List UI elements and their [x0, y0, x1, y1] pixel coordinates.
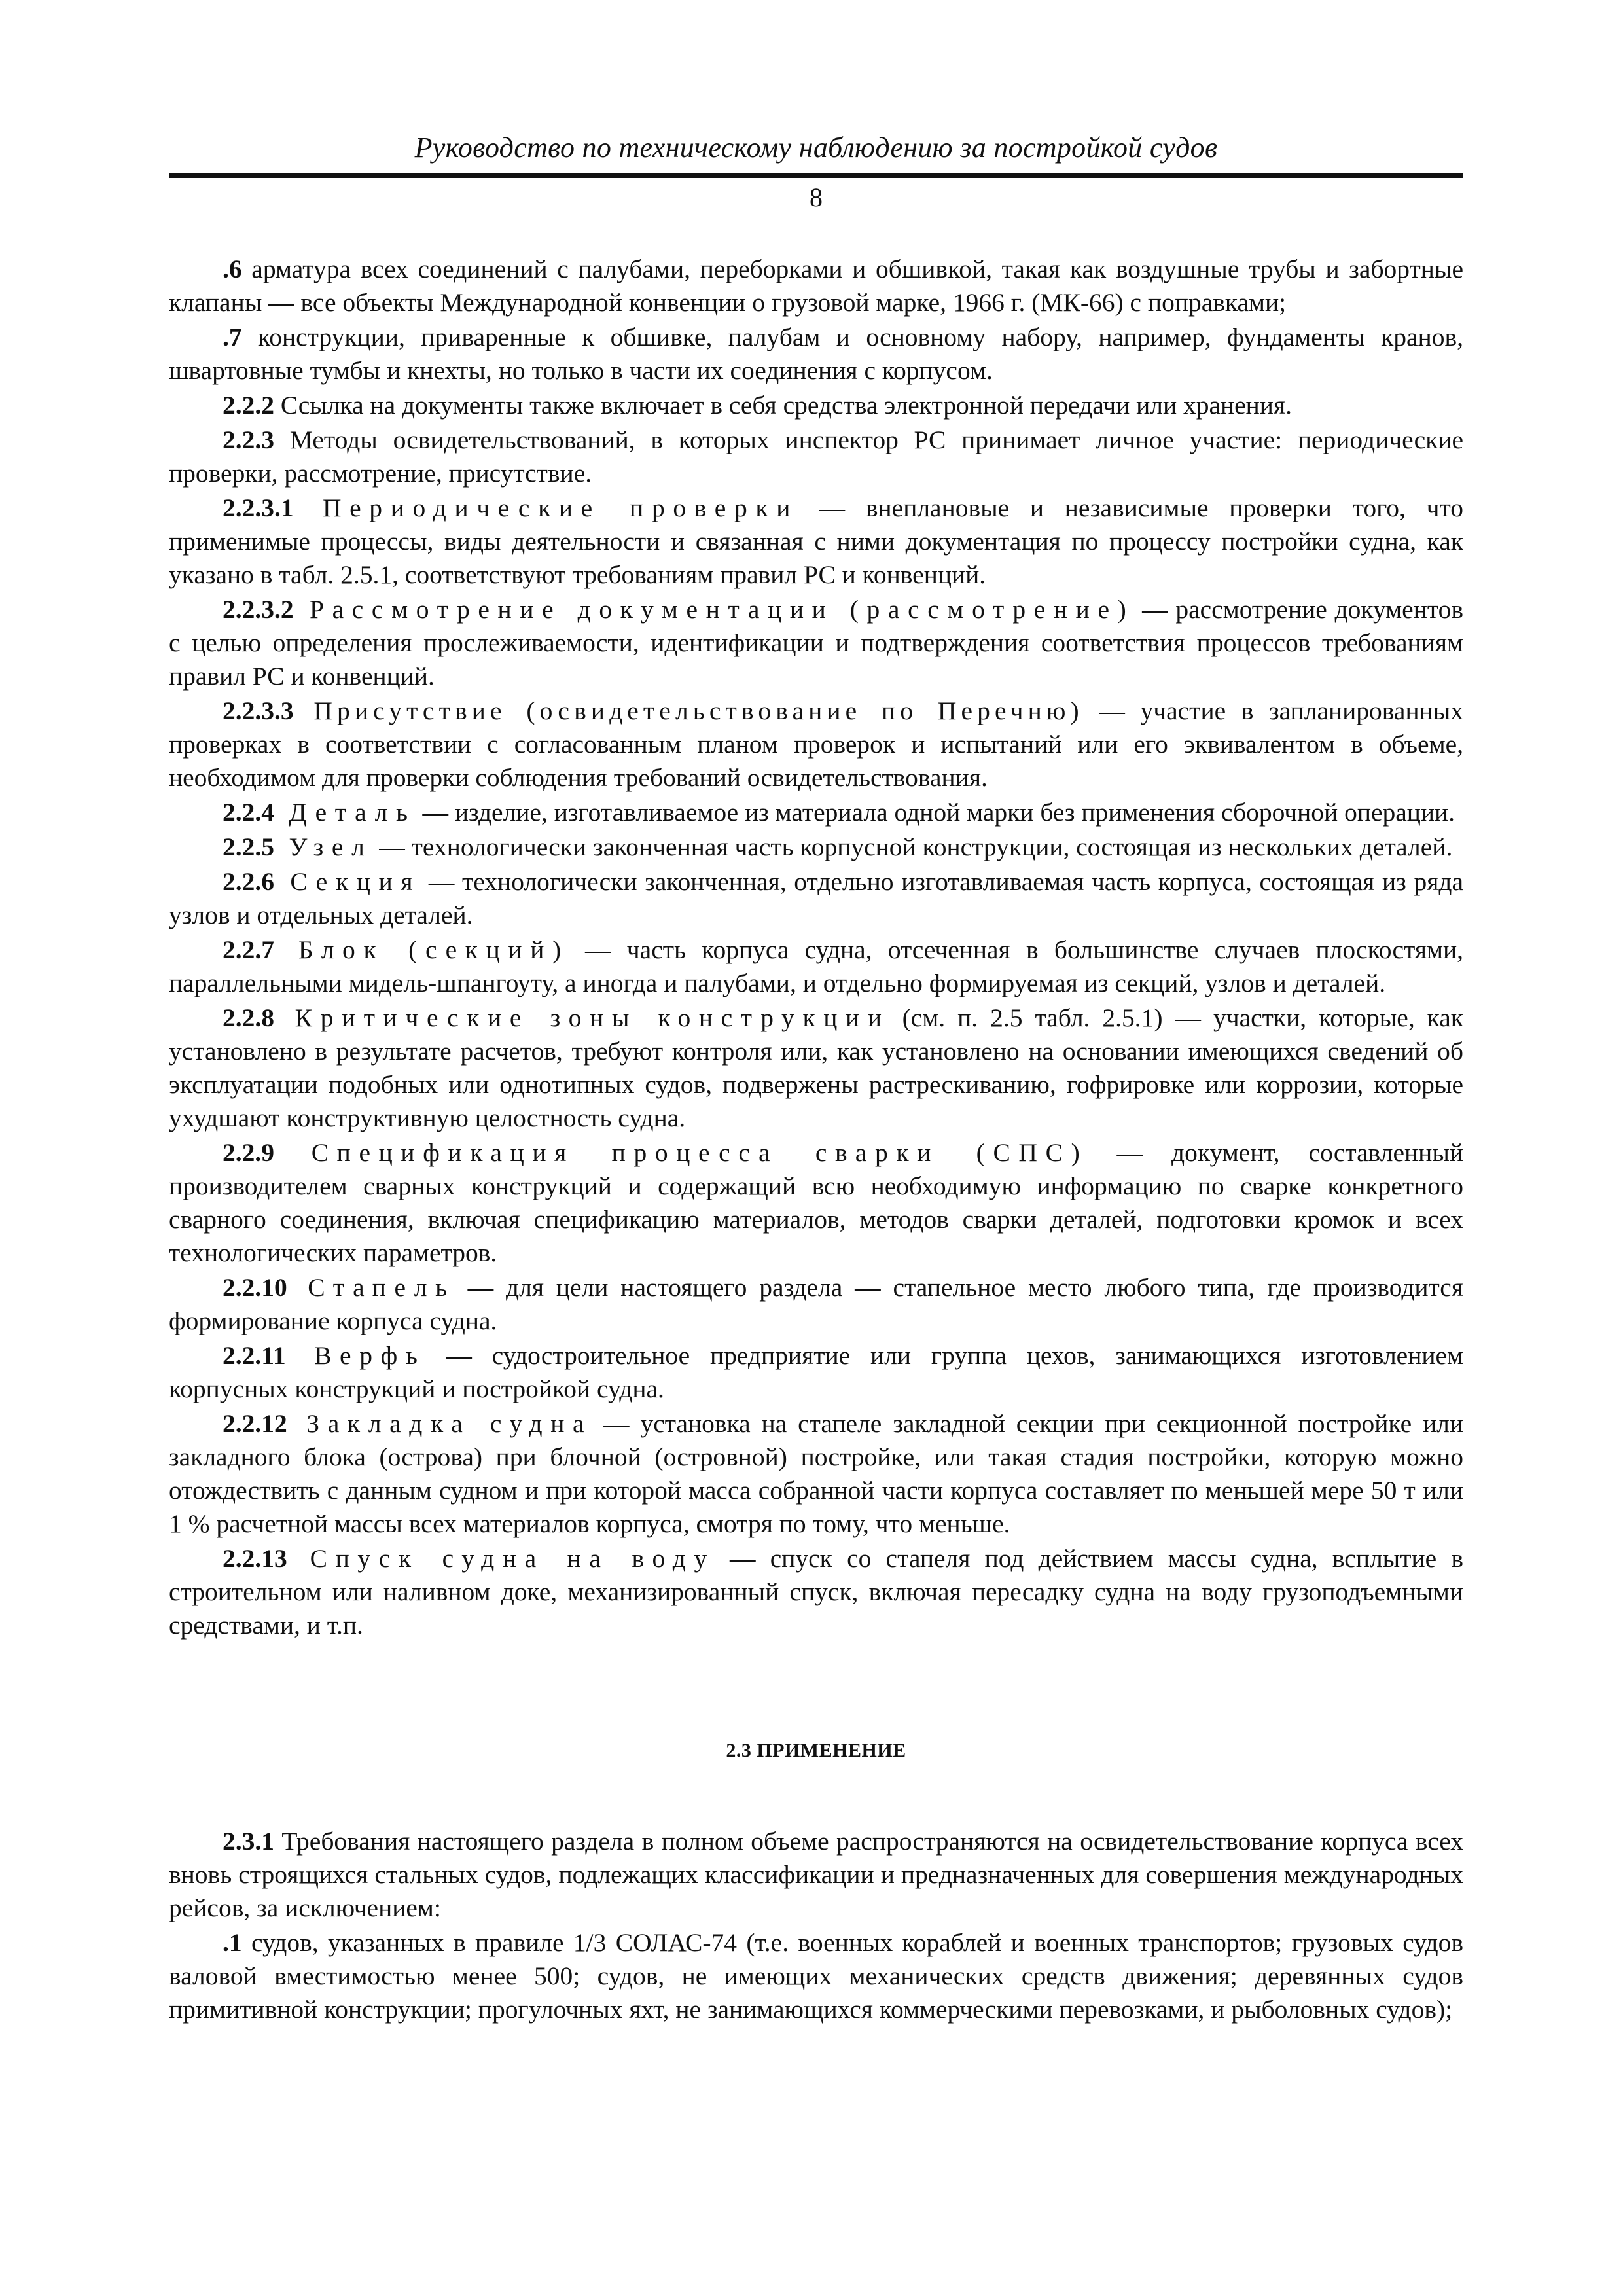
paragraph-2-2-3-3	[169, 694, 1463, 795]
paragraph-term: Узел	[274, 833, 373, 861]
paragraph-text: — часть корпуса судна, отсеченная в большинстве случаев плоскостями, параллельными мидель-шпангоуту, а иногда и палубами, и отдельно формируемая из секций, узлов и деталей.	[169, 935, 1463, 997]
paragraph-text: — участие в запланированных проверках в соответствии с согласованным планом проверок и испытаний или его эквивалентом в объеме, необходимом для проверки соблюдения требований освидетельствования.	[169, 696, 1464, 792]
paragraph-number: 2.2.6	[223, 867, 274, 896]
paragraph-text: Требования настоящего раздела в полном объеме распространяются на освидетельствование корпуса всех вновь строящихся стальных судов, подлежащих классификации и предназначенных для совершения международных рейсов, за исключением:	[169, 1827, 1463, 1922]
paragraph-number: 2.2.11	[223, 1341, 286, 1370]
paragraph-2-2-3-1	[169, 492, 1463, 592]
paragraph-text: — документ, составленный производителем сварных конструкций и содержащий всю необходимую информацию по сварке конкретного сварного соединения, включая спецификацию материалов, методов сварки деталей, подготовки кромок и всех технологических параметров.	[169, 1138, 1463, 1267]
paragraph-2-2-7	[169, 933, 1463, 1000]
paragraph-number: 2.2.3	[223, 425, 274, 454]
paragraph-term: Деталь	[274, 798, 416, 827]
paragraph-term: Стапель	[287, 1273, 455, 1302]
paragraph-number: 2.2.13	[223, 1544, 287, 1573]
paragraph-number: .7	[223, 323, 242, 351]
paragraph-term: Блок (секций)	[274, 935, 569, 964]
paragraph-number: 2.2.7	[223, 935, 274, 964]
paragraph-term: Спуск судна на воду	[287, 1544, 715, 1573]
paragraph-number: 2.3.1	[223, 1827, 274, 1856]
paragraph-text: — внеплановые и независимые проверки того, что применимые процессы, виды деятельности и связанная с ними документация по процессу постройки судна, как указано в табл. 2.5.1, соответствуют требованиям правил РС и конвенций.	[169, 493, 1463, 589]
paragraph-number: .6	[223, 255, 242, 283]
paragraph-text: (см. п. 2.5 табл. 2.5.1) — участки, которые, как установлено в результате расчетов, требуют контроля или, как установлено на основании имеющихся сведений об эксплуатации подобных или однотипных судов, подвержены растрескиванию, гофрировке или коррозии, которые ухудшают конструктивную целостность судна.	[169, 1003, 1463, 1132]
page-number: 8	[810, 183, 823, 212]
paragraph-number: 2.2.2	[223, 391, 274, 420]
paragraph-term: Закладка судна	[287, 1409, 593, 1438]
header-rule	[169, 173, 1463, 178]
paragraph-number: 2.2.5	[223, 833, 274, 861]
section-title: 2.3 ПРИМЕНЕНИЕ	[726, 1740, 906, 1761]
paragraph-text: Ссылка на документы также включает в себя средства электронной передачи или хранения.	[274, 391, 1292, 420]
paragraph-number: 2.2.3.1	[223, 493, 294, 522]
paragraph-term: Спецификация процесса сварки (СПС)	[274, 1138, 1088, 1167]
paragraph-2-2-5	[169, 831, 1463, 864]
paragraph-2-2-11	[169, 1339, 1463, 1406]
paragraph-number: 2.2.12	[223, 1409, 287, 1438]
paragraph-text: арматура всех соединений с палубами, переборками и обшивкой, такая как воздушные трубы и забортные клапаны — все объекты Международной конвенции о грузовой марке, 1966 г. (МК-66) с поправками;	[169, 255, 1463, 317]
paragraph-2-2-8	[169, 1001, 1463, 1135]
paragraph-term: Критические зоны конструкции	[274, 1003, 890, 1032]
paragraph-text: — технологически законченная, отдельно изготавливаемая часть корпуса, состоящая из ряда узлов и отдельных деталей.	[169, 867, 1463, 929]
paragraph-2-2-10	[169, 1271, 1463, 1338]
paragraph-text: — спуск со стапеля под действием массы судна, всплытие в строительном или наливном доке, механизированный спуск, включая пересадку судна на воду грузоподъемными средствами, и т.п.	[169, 1544, 1463, 1640]
paragraph-text: судов, указанных в правиле 1/3 СОЛАС-74 (т.е. военных кораблей и военных транспортов; грузовых судов валовой вместимостью менее 500; судов, не имеющих механических средств движения; деревянных судов примитивной конструкции; прогулочных яхт, не занимающихся коммерческими перевозками, и рыболовных судов);	[169, 1928, 1463, 2024]
paragraph-text: — изделие, изготавливаемое из материала одной марки без применения сборочной операции.	[416, 798, 1455, 827]
application-body	[169, 1825, 1463, 2028]
running-header: Руководство по техническому наблюдению за постройкой судов	[414, 132, 1218, 164]
paragraph-item-6	[169, 253, 1463, 319]
paragraph-text: — для цели настоящего раздела — стапельное место любого типа, где производится формирование корпуса судна.	[169, 1273, 1463, 1335]
paragraph-item-1	[169, 1926, 1463, 2026]
paragraph-term: Присутствие (освидетельствование по Перечню)	[293, 696, 1084, 725]
paragraph-2-2-3-2	[169, 593, 1463, 693]
paragraph-number: 2.2.4	[223, 798, 274, 827]
paragraph-2-2-6	[169, 865, 1463, 932]
paragraph-2-2-9	[169, 1136, 1463, 1270]
paragraph-2-2-4	[169, 796, 1463, 829]
paragraph-2-2-3	[169, 423, 1463, 490]
paragraph-text: конструкции, приваренные к обшивке, палубам и основному набору, например, фундаменты кранов, швартовные тумбы и кнехты, но только в части их соединения с корпусом.	[169, 323, 1463, 385]
paragraph-number: .1	[223, 1928, 242, 1957]
paragraph-term: Периодические проверки	[293, 493, 798, 522]
paragraph-text: Методы освидетельствований, в которых инспектор РС принимает личное участие: периодические проверки, рассмотрение, присутствие.	[169, 425, 1463, 488]
paragraph-term: Верфь	[285, 1341, 426, 1370]
paragraph-number: 2.2.9	[223, 1138, 274, 1167]
paragraph-item-7	[169, 321, 1463, 387]
paragraph-text: — технологически законченная часть корпусной конструкции, состоящая из нескольких деталей.	[372, 833, 1453, 861]
paragraph-term: Рассмотрение документации (рассмотрение)	[293, 595, 1135, 624]
paragraph-term: Секция	[274, 867, 421, 896]
paragraph-number: 2.2.10	[223, 1273, 287, 1302]
paragraph-2-2-13	[169, 1542, 1463, 1642]
paragraph-number: 2.2.3.3	[223, 696, 294, 725]
paragraph-text: — судостроительное предприятие или группа цехов, занимающихся изготовлением корпусных конструкций и постройкой судна.	[169, 1341, 1463, 1403]
paragraph-2-2-2	[169, 389, 1463, 422]
paragraph-text: — установка на стапеле закладной секции при секционной постройке или закладного блока (острова) при блочной (островной) постройке, или такая стадия постройки, которую можно отождествить с данным судном и при которой масса собранной части корпуса составляет по меньшей мере 50 т или 1 % расчетной массы всех материалов корпуса, смотря по тому, что меньше.	[169, 1409, 1463, 1538]
paragraph-2-3-1	[169, 1825, 1463, 1925]
paragraph-number: 2.2.8	[223, 1003, 274, 1032]
paragraph-number: 2.2.3.2	[223, 595, 294, 624]
paragraph-text: — рассмотрение документов с целью определения прослеживаемости, идентификации и подтверждения соответствия процессов требованиям правил РС и конвенций.	[169, 595, 1463, 691]
paragraph-2-2-12	[169, 1407, 1463, 1541]
definitions-body	[169, 253, 1463, 1643]
